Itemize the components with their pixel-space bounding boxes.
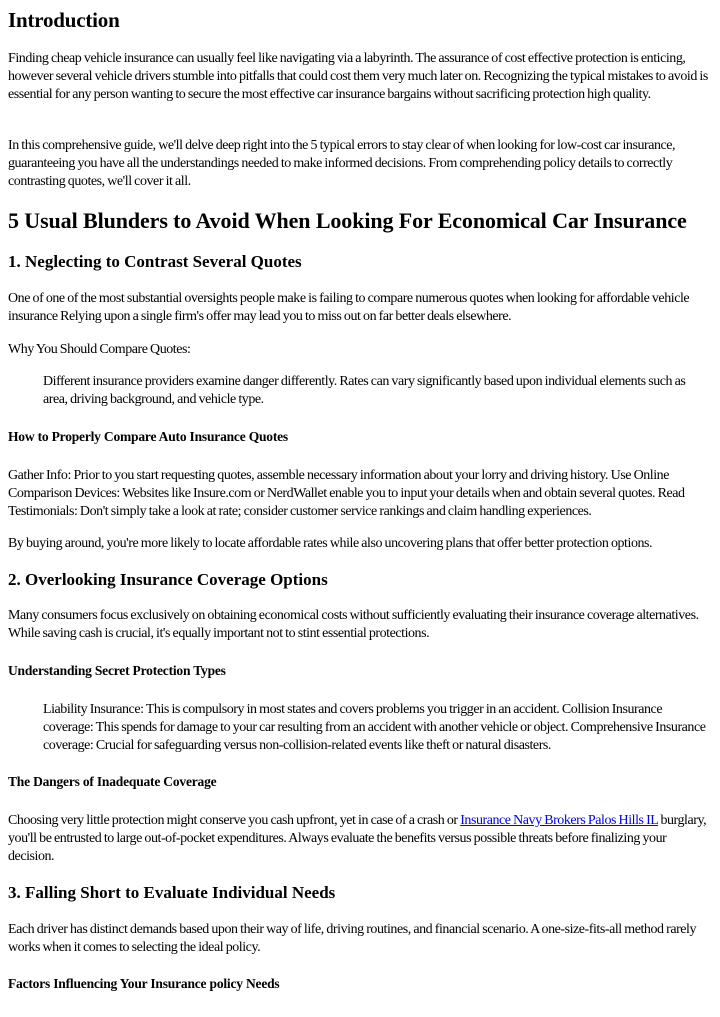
section1-heading: 1. Neglecting to Contrast Several Quotes (8, 252, 302, 271)
intro-title: Introduction (8, 8, 120, 32)
section1-subheading: How to Properly Compare Auto Insurance Quotes (8, 429, 288, 444)
section2-indented-text: Liability Insurance: This is compulsory in most states and covers problems you trigger in an accident. Collision Insurance coverage: This spends for damage to your car resulting from an accident with another vehicle or object. Comprehensive Insurance coverage: Crucial for safeguarding versus non-collision-related events like theft or natural disasters. (43, 702, 706, 753)
section2-subheading-2: The Dangers of Inadequate Coverage (8, 774, 217, 789)
insurance-navy-link[interactable]: Insurance Navy Brokers Palos Hills IL (460, 813, 658, 828)
section1-paragraph-2: Why You Should Compare Quotes: (8, 342, 191, 357)
section3-paragraph-1: Each driver has distinct demands based upon their way of life, driving routines, and financial scenario. A one-size-fits-all method rarely works when it comes to selecting the ideal policy. (8, 922, 697, 955)
section2-paragraph-2 (8, 812, 708, 866)
section3-heading: 3. Falling Short to Evaluate Individual Needs (8, 883, 336, 902)
section3-subheading: Factors Influencing Your Insurance policy Needs (8, 976, 280, 991)
intro-paragraph-2: In this comprehensive guide, we'll delve deep right into the 5 typical errors to stay clear of when looking for low-cost car insurance, guaranteeing you have all the understandings needed to make informed decisions. From comprehending policy details to correctly contrasting quotes, we'll cover it all. (8, 138, 676, 189)
section2-subheading-1: Understanding Secret Protection Types (8, 663, 226, 678)
section1-paragraph-3: Gather Info: Prior to you start requesting quotes, assemble necessary information about your lorry and driving history. Use Online Comparison Devices: Websites like Insure.com or NerdWallet enable you to input your details when and obtain several quotes. Read Testimonials: Don't simply take a look at rate; consider customer service rankings and claim handling experiences. (8, 468, 685, 519)
main-heading: 5 Usual Blunders to Avoid When Looking For Economical Car Insurance (8, 208, 687, 233)
section2-paragraph-2-start: Choosing very little protection might conserve you cash upfront, yet in case of a crash or (8, 813, 461, 828)
section2-paragraph-2-end: burglary, you'll be entrusted to large out-of-pocket expenditures. Always evaluate the benefits versus possible threats before finalizing your decision. (8, 813, 707, 864)
section1-indented-text: Different insurance providers examine danger differently. Rates can vary significantly based upon individual elements such as area, driving background, and vehicle type. (43, 374, 686, 407)
section1-paragraph-1: One of one of the most substantial oversights people make is failing to compare numerous quotes when looking for affordable vehicle insurance Relying upon a single firm's offer may lead you to miss out on far better deals elsewhere. (8, 291, 690, 324)
section2-paragraph-1: Many consumers focus exclusively on obtaining economical costs without sufficiently evaluating their insurance coverage alternatives. While saving cash is crucial, it's equally important not to stint essential protections. (8, 608, 699, 641)
section2-heading: 2. Overlooking Insurance Coverage Options (8, 570, 328, 589)
intro-paragraph-1: Finding cheap vehicle insurance can usually feel like navigating via a labyrinth. The assurance of cost effective protection is enticing, however several vehicle drivers stumble into pitfalls that could cost them very much later on. Recognizing the typical mistakes to avoid is essential for any person wanting to secure the most effective car insurance bargains without sacrificing protection high quality. (8, 51, 708, 102)
section1-paragraph-4: By buying around, you're more likely to locate affordable rates while also uncovering plans that offer better protection options. (8, 536, 653, 551)
